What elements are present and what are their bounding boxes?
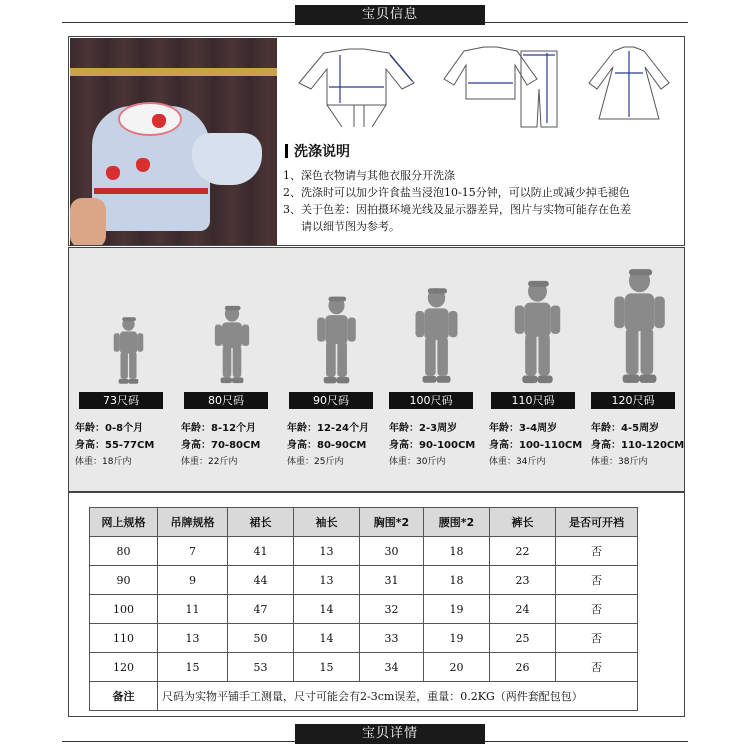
size-figure: [69, 248, 686, 493]
table-row: [90, 537, 638, 566]
size-age: 年龄：8-12个月: [181, 423, 257, 434]
table-cell: 否: [556, 566, 638, 595]
table-cell: 14: [294, 595, 360, 624]
size-height: 身高：110-120CM: [591, 440, 685, 451]
ribbon-image: [94, 188, 208, 194]
table-row: [90, 595, 638, 624]
table-cell: 19: [424, 624, 490, 653]
size-height: 身高：70-80CM: [181, 440, 261, 451]
size-age: 年龄：12-24个月: [287, 423, 369, 434]
table-cell: 120: [90, 653, 158, 682]
table-cell: 15: [294, 653, 360, 682]
size-tag: 80尺码: [184, 392, 268, 409]
strawberry-icon: [152, 114, 166, 128]
wash-title: 洗涤说明: [285, 141, 350, 161]
table-cell: 否: [556, 653, 638, 682]
size-height: 身高：80-90CM: [287, 440, 367, 451]
table-cell: 否: [556, 595, 638, 624]
table-cell: 80: [90, 537, 158, 566]
size-tag: 73尺码: [79, 392, 163, 409]
size-height: 身高：90-100CM: [389, 440, 476, 451]
section-header-details: 宝贝详情: [295, 724, 485, 744]
col-header: 裤长: [490, 508, 556, 537]
col-header: 胸围*2: [360, 508, 424, 537]
size-tag: 100尺码: [389, 392, 473, 409]
table-cell: 41: [228, 537, 294, 566]
table-cell: 14: [294, 624, 360, 653]
table-row: [90, 624, 638, 653]
wash-line: 请以细节图为参考。: [301, 220, 400, 233]
size-info: [591, 420, 684, 471]
shorts-image: [192, 133, 262, 185]
col-header: 腰围*2: [424, 508, 490, 537]
table-cell: 否: [556, 537, 638, 566]
table-row: [90, 653, 638, 682]
measure-diagram-dress: [579, 43, 679, 131]
table-cell: 50: [228, 624, 294, 653]
table-cell: 100: [90, 595, 158, 624]
collar-image: [118, 102, 182, 136]
size-weight: 体重：30斤内: [389, 457, 446, 467]
size-age: 年龄：3-4周岁: [489, 423, 558, 434]
table-cell: 13: [294, 537, 360, 566]
table-cell: 26: [490, 653, 556, 682]
wash-line: 2、洗涤时可以加少许食盐当浸泡10-15分钟，可以防止或减少掉毛褪色: [283, 186, 630, 199]
col-header: 吊牌规格: [158, 508, 228, 537]
wash-line: 1、深色衣物请与其他衣服分开洗涤: [283, 169, 455, 182]
note-label: 备注: [90, 682, 158, 711]
size-weight: 体重：22斤内: [181, 457, 238, 467]
table-cell: 47: [228, 595, 294, 624]
product-photo: [70, 38, 277, 245]
size-height: 身高：100-110CM: [489, 440, 583, 451]
table-cell: 25: [490, 624, 556, 653]
table-cell: 33: [360, 624, 424, 653]
col-header: 是否可开裆: [556, 508, 638, 537]
strawberry-icon: [136, 158, 150, 172]
size-weight: 体重：34斤内: [489, 457, 546, 467]
wash-line: 3、关于色差：因拍摄环境光线及显示器差异，图片与实物可能存在色差: [283, 203, 631, 216]
table-cell: 19: [424, 595, 490, 624]
table-cell: 53: [228, 653, 294, 682]
table-cell: 90: [90, 566, 158, 595]
table-row: [90, 566, 638, 595]
table-note-row: [90, 682, 638, 711]
table-cell: 15: [158, 653, 228, 682]
table-header-row: [90, 508, 638, 537]
table-cell: 23: [490, 566, 556, 595]
table-cell: 18: [424, 537, 490, 566]
table-cell: 32: [360, 595, 424, 624]
size-weight: 体重：18斤内: [75, 457, 132, 467]
measure-diagram-top: [294, 43, 419, 131]
hanger-rail: [70, 68, 277, 76]
table-cell: 20: [424, 653, 490, 682]
size-age: 年龄：0-8个月: [75, 423, 144, 434]
table-cell: 31: [360, 566, 424, 595]
size-tag: 110尺码: [491, 392, 575, 409]
table-cell: 13: [158, 624, 228, 653]
table-body: [90, 537, 638, 711]
table-cell: 18: [424, 566, 490, 595]
product-info-panel: [68, 36, 685, 246]
wash-instructions: [283, 167, 683, 235]
col-header: 袖长: [294, 508, 360, 537]
size-tag: 90尺码: [289, 392, 373, 409]
table-cell: 44: [228, 566, 294, 595]
size-weight: 体重：25斤内: [287, 457, 344, 467]
table-cell: 否: [556, 624, 638, 653]
section-header-info: 宝贝信息: [295, 5, 485, 25]
table-cell: 34: [360, 653, 424, 682]
table-cell: 7: [158, 537, 228, 566]
table-cell: 9: [158, 566, 228, 595]
hand-image: [70, 198, 106, 245]
size-table-panel: [68, 492, 685, 717]
table-cell: 22: [490, 537, 556, 566]
size-tag: 120尺码: [591, 392, 675, 409]
size-age: 年龄：2-3周岁: [389, 423, 458, 434]
size-table: [89, 507, 638, 711]
table-cell: 110: [90, 624, 158, 653]
table-cell: 30: [360, 537, 424, 566]
note-text: 尺码为实物平铺手工测量，尺寸可能会有2-3cm误差，重量：0.2KG（两件套配包包）: [158, 682, 638, 711]
col-header: 网上规格: [90, 508, 158, 537]
child-silhouette-icon: [610, 267, 669, 385]
size-guide-panel: [68, 247, 685, 492]
table-cell: 24: [490, 595, 556, 624]
table-cell: 13: [294, 566, 360, 595]
col-header: 裙长: [228, 508, 294, 537]
table-cell: 11: [158, 595, 228, 624]
size-weight: 体重：38斤内: [591, 457, 648, 467]
strawberry-icon: [106, 166, 120, 180]
measure-diagram-pants: [439, 43, 564, 131]
size-height: 身高：55-77CM: [75, 440, 155, 451]
size-age: 年龄：4-5周岁: [591, 423, 660, 434]
